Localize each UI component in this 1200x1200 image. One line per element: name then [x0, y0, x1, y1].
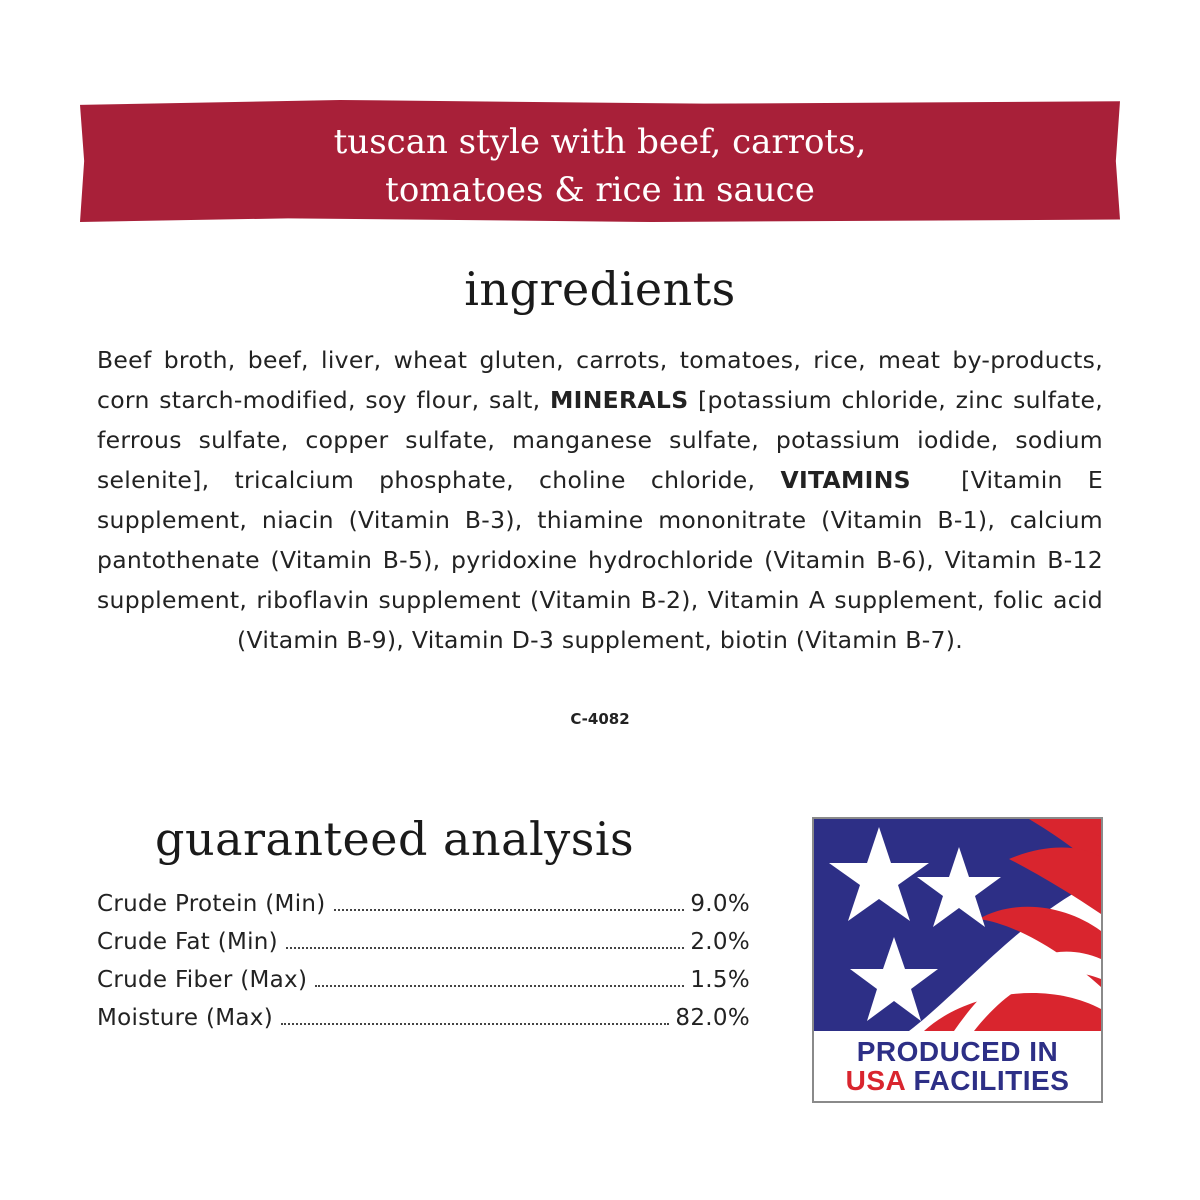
analysis-label: Crude Protein (Min) [97, 891, 326, 917]
analysis-label: Moisture (Max) [97, 1005, 273, 1031]
product-title-line1: tuscan style with beef, carrots, [333, 122, 867, 162]
analysis-row [97, 1005, 750, 1043]
ingredients-part2: [potassium chloride, zinc sulfate, ferrous sulfate, copper sulfate, manganese sulfate, potassium iodide, sodium selenite], tricalcium phosphate, choline chloride, [97, 386, 1103, 494]
analysis-value: 1.5% [690, 967, 750, 993]
analysis-value: 9.0% [690, 891, 750, 917]
product-title [80, 118, 1120, 214]
analysis-table [97, 891, 750, 1043]
badge-facilities-text: FACILITIES [905, 1065, 1070, 1096]
dot-leader [281, 1023, 669, 1025]
analysis-label: Crude Fat (Min) [97, 929, 278, 955]
badge-usa-text: USA [845, 1065, 906, 1096]
analysis-label: Crude Fiber (Max) [97, 967, 308, 993]
analysis-row [97, 929, 750, 967]
analysis-row [97, 967, 750, 1005]
produced-in-usa-badge [812, 817, 1103, 1103]
badge-line2 [814, 1065, 1101, 1097]
analysis-heading: guaranteed analysis [155, 812, 635, 866]
ingredients-part1: Beef broth, beef, liver, wheat gluten, carrots, tomatoes, rice, meat by-products, corn starch-modified, soy flour, salt, [97, 346, 1103, 414]
product-code: C-4082 [570, 710, 630, 728]
dot-leader [334, 909, 685, 911]
product-title-line2: tomatoes & rice in sauce [385, 170, 815, 210]
ingredients-list [97, 340, 1111, 660]
ingredients-heading: ingredients [464, 262, 736, 316]
minerals-label: MINERALS [549, 386, 689, 414]
dot-leader [315, 985, 684, 987]
analysis-row [97, 891, 750, 929]
ingredients-part3: [Vitamin E supplement, niacin (Vitamin B-3), thiamine mononitrate (Vitamin B-1), calcium pantothenate (Vitamin B-5), pyridoxine hydrochloride (Vitamin B-6), Vitamin B-12 supplement, riboflavin supplement (Vitamin B-2), Vitamin A supplement, folic acid (Vitamin B-9), Vitamin D-3 supplement, biotin (Vitamin B-7). [97, 466, 1111, 654]
vitamins-label: VITAMINS [780, 466, 911, 494]
analysis-value: 82.0% [675, 1005, 750, 1031]
dot-leader [286, 947, 684, 949]
analysis-value: 2.0% [690, 929, 750, 955]
badge-line1: PRODUCED IN [856, 1036, 1059, 1067]
